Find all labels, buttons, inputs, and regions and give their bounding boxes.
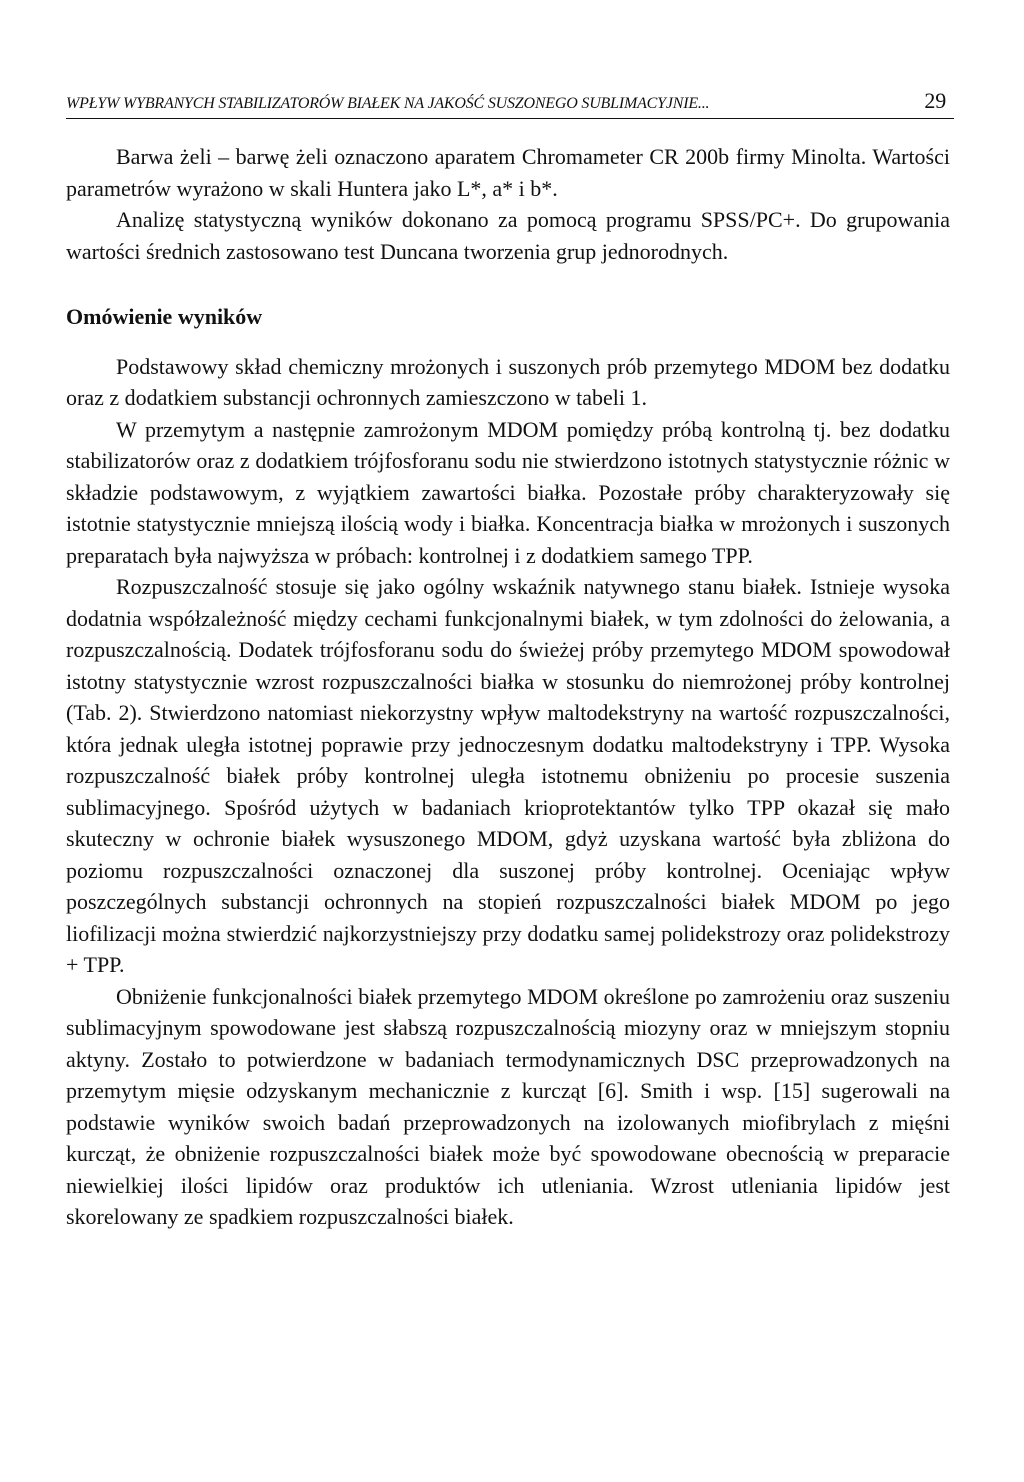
paragraph: Rozpuszczalność stosuje się jako ogólny wskaźnik natywnego stanu białek. Istnieje wysoka dodatnia współzależność między cechami funkcjonalnymi białek, w tym zdolności do żelowania, a rozpuszczalnością. Dodatek trójfosforanu sodu do świeżej próby przemytego MDOM spowodował istotny statystycznie wzrost rozpuszczalności białka w stosunku do niemrożonej próby kontrolnej (Tab. 2). Stwierdzono natomiast niekorzystny wpływ maltodekstryny na wartość rozpuszczalności, która jednak uległa istotnej poprawie przy jednoczesnym dodatku maltodekstryny i TPP. Wysoka rozpuszczalność białek próby kontrolnej uległa istotnemu obniżeniu po procesie suszenia sublimacyjnego. Spośród użytych w badaniach krioprotektantów tylko TPP okazał się mało skuteczny w ochronie białek wysuszonego MDOM, gdyż uzyskana wartość była zbliżona do poziomu rozpuszczalności oznaczonej dla suszonej próby kontrolnej. Oceniając wpływ poszczególnych substancji ochronnych na stopień rozpuszczalności białek MDOM po jego liofilizacji można stwierdzić najkorzystniejszy przy dodatku samej polidekstrozy oraz polidekstrozy + TPP. bbox=[66, 574, 950, 977]
paragraph: Obniżenie funkcjonalności białek przemytego MDOM określone po zamrożeniu oraz suszeniu sublimacyjnym spowodowane jest słabszą rozpuszczalnością miozyny oraz w mniejszym stopniu aktyny. Zostało to potwierdzone w badaniach termodynamicznych DSC przeprowadzonych na przemytym mięsie odzyskanym mechanicznie z kurcząt [6]. Smith i wsp. [15] sugerowali na podstawie wyników swoich badań przeprowadzonych na izolowanych miofibrylach z mięśni kurcząt, że obniżenie rozpuszczalności białek może być spowodowane obecnością w preparacie niewielkiej ilości lipidów oraz produktów ich utleniania. Wzrost utleniania lipidów jest skorelowany ze spadkiem rozpuszczalności białek. bbox=[66, 983, 950, 1229]
running-header bbox=[66, 88, 954, 119]
section-heading: Omówienie wyników bbox=[66, 304, 263, 329]
paragraph-gel-color: Barwa żeli – barwę żeli oznaczono aparatem Chromameter CR 200b firmy Minolta. Wartości parametrów wyrażono w skali Huntera jako L*, a* i b*. bbox=[66, 144, 950, 201]
paragraph: Podstawowy skład chemiczny mrożonych i suszonych prób przemytego MDOM bez dodatku oraz z dodatkiem substancji ochronnych zamieszczono w tabeli 1. bbox=[66, 353, 950, 410]
body-text bbox=[66, 141, 950, 1233]
page-number: 29 bbox=[924, 88, 946, 113]
page bbox=[66, 88, 950, 1233]
paragraph: W przemytym a następnie zamrożonym MDOM pomiędzy próbą kontrolną tj. bez dodatku stabilizatorów oraz z dodatkiem trójfosforanu sodu nie stwierdzono istotnych statystycznie różnic w składzie podstawowym, z wyjątkiem zawartości białka. Pozostałe próby charakteryzowały się istotnie statystycznie mniejszą ilością wody i białka. Koncentracja białka w mrożonych i suszonych preparatach była najwyższa w próbach: kontrolnej i z dodatkiem samego TPP. bbox=[66, 416, 950, 568]
running-title: WPŁYW WYBRANYCH STABILIZATORÓW BIAŁEK NA JAKOŚĆ SUSZONEGO SUBLIMACYJNIE... bbox=[66, 95, 710, 112]
paragraph-statistics: Analizę statystyczną wyników dokonano za pomocą programu SPSS/PC+. Do grupowania wartości średnich zastosowano test Duncana tworzenia grup jednorodnych. bbox=[66, 207, 950, 264]
